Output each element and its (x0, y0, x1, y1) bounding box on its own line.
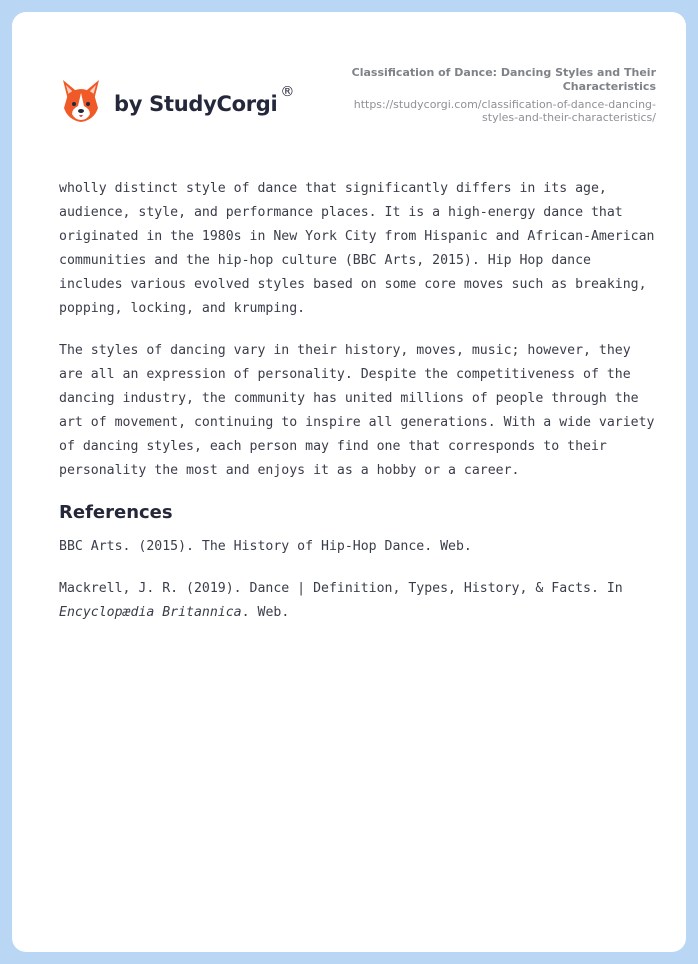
document-page (12, 12, 686, 952)
corgi-head-icon (60, 76, 102, 124)
reference-item: BBC Arts. (2015). The History of Hip-Hop Dance. Web. (59, 539, 472, 554)
brand-name: by StudyCorgi ® (114, 84, 295, 116)
document-body (59, 177, 655, 643)
body-paragraph: wholly distinct style of dance that significantly differs in its age, audience, style, and performance places. It is a high-energy dance that originated in the 1980s in New York City from Hispanic and African-American communities and the hip-hop culture (BBC Arts, 2015). Hip Hop dance includes various evolved styles based on some core moves such as breaking, popping, locking, and krumping. (59, 181, 655, 316)
body-paragraph: The styles of dancing vary in their history, moves, music; however, they are all an expression of personality. Despite the competitiveness of the dancing industry, the community has united millions of people through the art of movement, continuing to inspire all generations. With a wide variety of dancing styles, each person may find one that corresponds to their personality the most and enjoys it as a hobby or a career. (59, 343, 655, 478)
studycorgi-logo[interactable] (60, 76, 294, 124)
document-url[interactable]: https://studycorgi.com/classification-of-dance-dancing-styles-and-their-characteristics/ (353, 98, 656, 124)
document-title: Classification of Dance: Dancing Styles and Their Characteristics (351, 66, 656, 93)
reference-source-title: Encyclopædia Britannica (59, 605, 242, 620)
references-heading: References (59, 502, 173, 523)
reference-item: Mackrell, J. R. (2019). Dance | Definition, Types, History, & Facts. In Encyclopædia Britannica. Web. (59, 581, 623, 620)
document-meta (346, 66, 656, 124)
registered-mark: ® (280, 84, 295, 100)
